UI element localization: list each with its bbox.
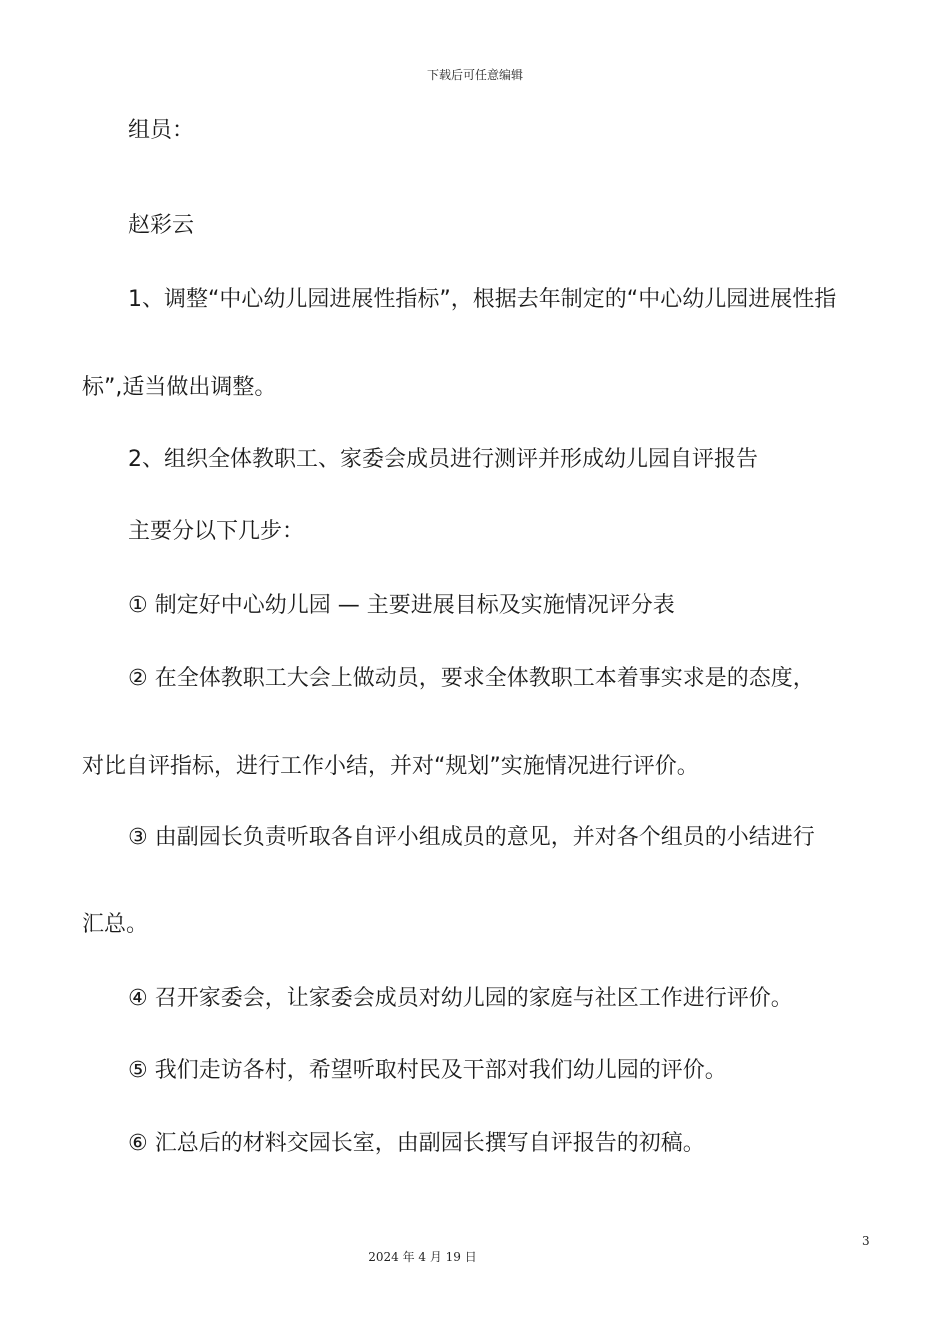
header-note: 下载后可任意编辑 (426, 68, 523, 82)
body-line-step-6: ⑥ 汇总后的材料交园长室，由副园长撰写自评报告的初稿。 (128, 1131, 705, 1156)
body-line-members-label: 组员： (128, 118, 195, 143)
body-line-step-5: ⑤ 我们走访各村，希望听取村民及干部对我们幼儿园的评价。 (128, 1058, 727, 1083)
body-line-item-1-cont: 标”,适当做出调整。 (82, 375, 277, 400)
body-line-step-3-cont: 汇总。 (82, 912, 149, 937)
body-line-step-2: ② 在全体教职工大会上做动员，要求全体教职工本着事实求是的态度， (128, 666, 815, 691)
body-line-item-2: 2、组织全体教职工、家委会成员进行测评并形成幼儿园自评报告 (128, 447, 758, 472)
body-line-step-1: ① 制定好中心幼儿园 — 主要进展目标及实施情况评分表 (128, 593, 675, 618)
body-line-step-2-cont: 对比自评指标，进行工作小结，并对“规划”实施情况进行评价。 (82, 754, 699, 779)
body-line-step-3: ③ 由副园长负责听取各自评小组成员的意见，并对各个组员的小结进行 (128, 825, 815, 850)
body-line-steps-intro: 主要分以下几步： (128, 519, 305, 544)
footer-date: 2024 年 4 月 19 日 (368, 1250, 477, 1264)
body-line-item-1: 1、调整“中心幼儿园进展性指标”，根据去年制定的“中心幼儿园进展性指 (128, 287, 837, 312)
page-number: 3 (862, 1234, 870, 1248)
body-line-step-4: ④ 召开家委会，让家委会成员对幼儿园的家庭与社区工作进行评价。 (128, 986, 793, 1011)
body-line-member-name: 赵彩云 (128, 213, 195, 238)
